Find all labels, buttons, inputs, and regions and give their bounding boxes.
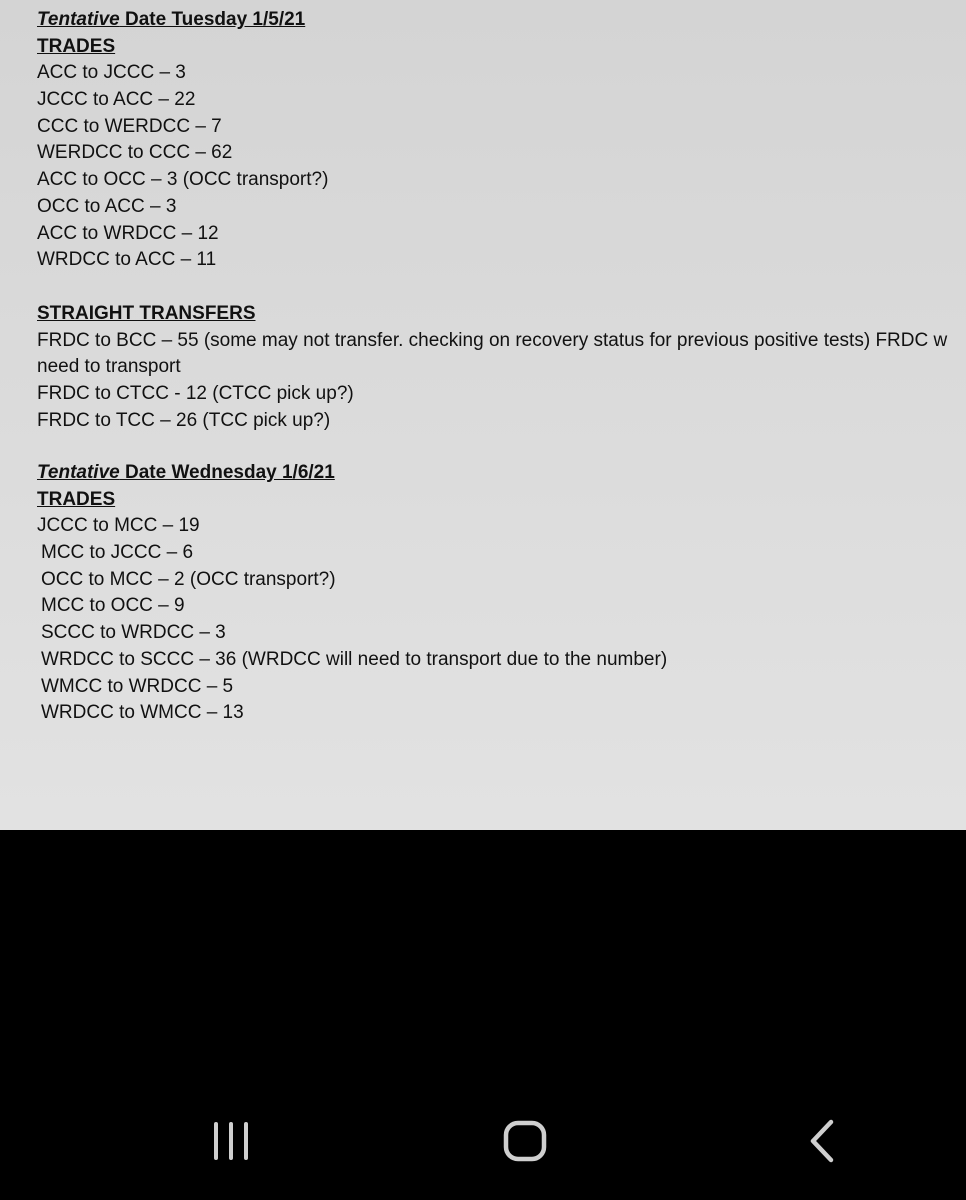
day1-trade-item: ACC to WRDCC – 12 [37, 222, 219, 244]
day2-trade-item: SCCC to WRDCC – 3 [41, 622, 226, 644]
transfer-item: FRDC to BCC – 55 (some may not transfer. checking on recovery status for previous positive tests) FRDC w need to transport [37, 329, 948, 378]
day2-trade-item: JCCC to MCC – 19 [37, 515, 200, 537]
transfer-item: FRDC to TCC – 26 (TCC pick up?) [37, 409, 331, 431]
day1-trade-item: ACC to JCCC – 3 [37, 62, 186, 84]
back-button[interactable] [786, 1106, 856, 1176]
home-button[interactable] [490, 1106, 560, 1176]
transfer-item: FRDC to CTCC - 12 (CTCC pick up?) [37, 383, 354, 405]
recents-button[interactable] [196, 1106, 266, 1176]
section-tuesday [37, 7, 966, 274]
day1-trade-item: OCC to ACC – 3 [37, 195, 177, 217]
day2-trade-item: MCC to JCCC – 6 [41, 542, 194, 564]
day1-trade-item: JCCC to ACC – 22 [37, 89, 196, 111]
straight-transfers-label: STRAIGHT TRANSFERS [37, 303, 256, 324]
day2-trade-item: WMCC to WRDCC – 5 [41, 675, 234, 697]
android-navigation-bar [0, 1090, 966, 1190]
day2-trade-item: OCC to MCC – 2 (OCC transport?) [41, 568, 336, 590]
day2-trades-label: TRADES [37, 488, 116, 510]
day2-heading-text: Date Wednesday 1/6/21 [119, 462, 335, 483]
day1-heading-text: Date Tuesday 1/5/21 [119, 9, 306, 30]
day1-heading-italic: Tentative [37, 9, 120, 30]
day1-trade-item: WRDCC to ACC – 11 [37, 249, 217, 271]
day1-heading [37, 7, 966, 34]
day2-heading-italic: Tentative [37, 462, 120, 483]
day1-trades-label: TRADES [37, 35, 116, 57]
section-straight-transfers [37, 301, 966, 434]
back-icon [801, 1119, 841, 1163]
section-wednesday [37, 460, 966, 727]
day1-trade-item: CCC to WERDCC – 7 [37, 115, 222, 137]
day2-heading [37, 460, 966, 487]
recents-icon [211, 1121, 251, 1161]
day2-trade-item: WRDCC to SCCC – 36 (WRDCC will need to transport due to the number) [41, 648, 668, 670]
day1-trade-item: WERDCC to CCC – 62 [37, 142, 233, 164]
home-icon [503, 1119, 547, 1163]
day2-trade-item: WRDCC to WMCC – 13 [41, 702, 244, 724]
day1-trade-item: ACC to OCC – 3 (OCC transport?) [37, 169, 329, 191]
day2-trade-item: MCC to OCC – 9 [41, 595, 185, 617]
